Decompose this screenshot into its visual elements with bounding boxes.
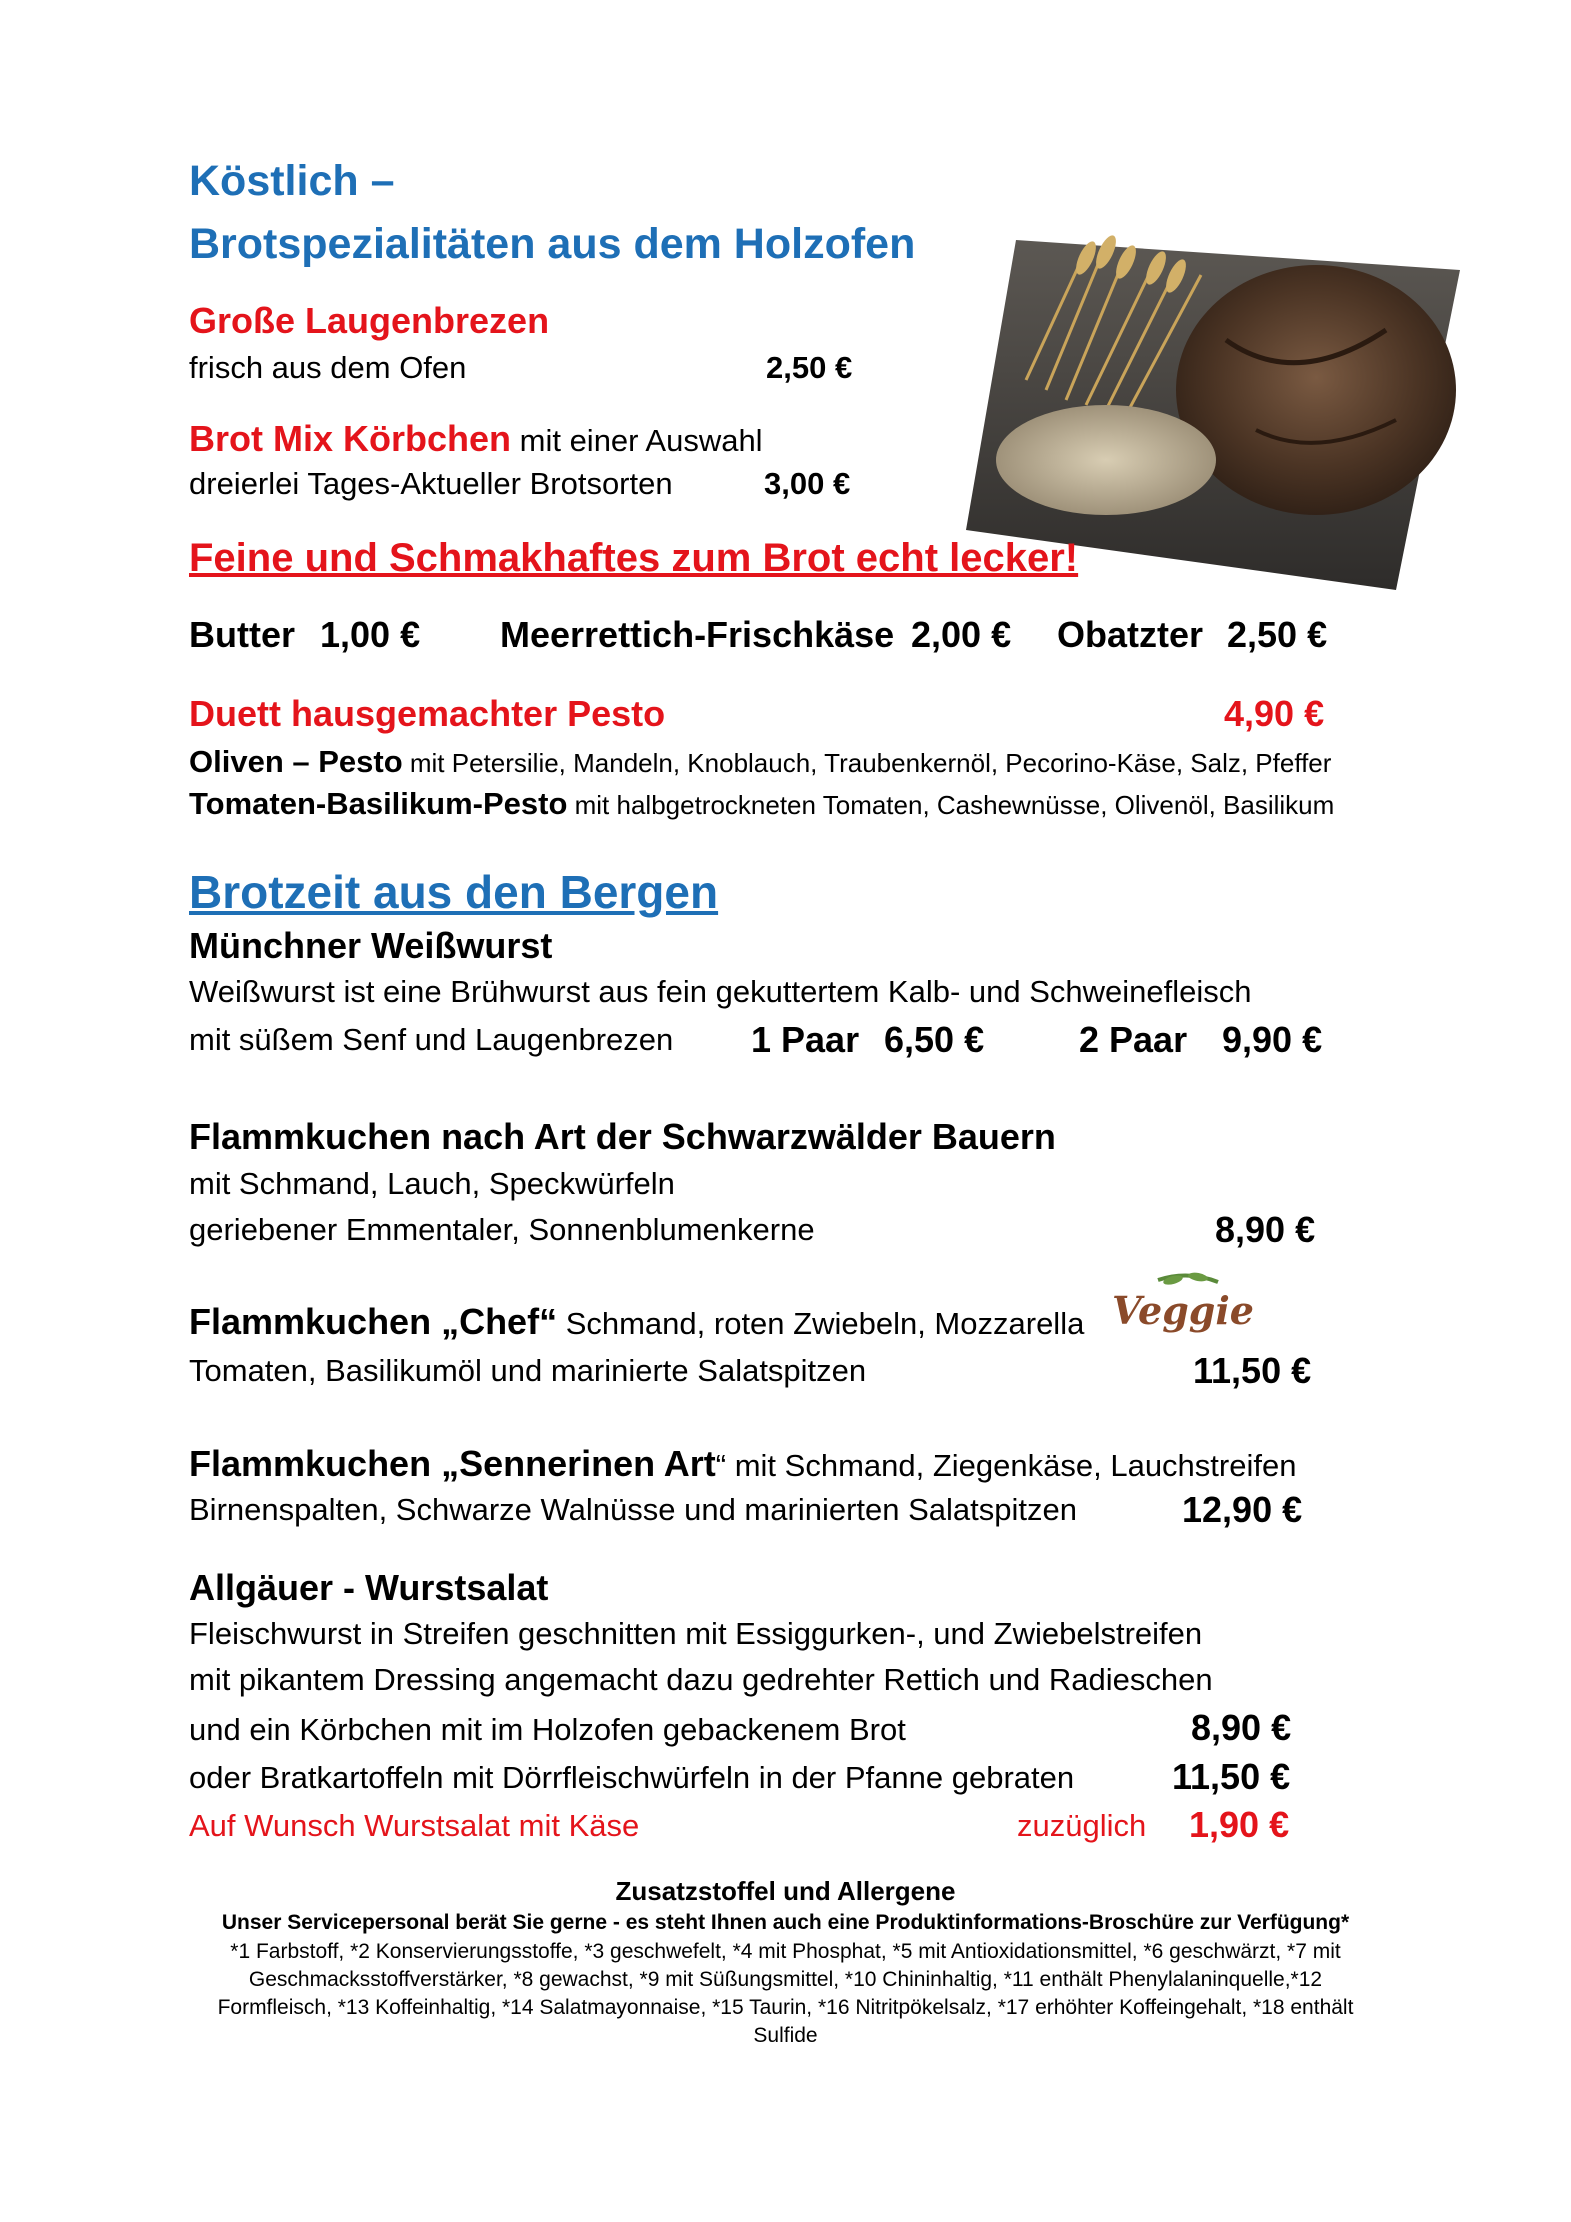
veggie-text: Veggie [1112, 1288, 1254, 1333]
pesto-tomaten-name: Tomaten-Basilikum-Pesto [189, 786, 568, 821]
footer-heading: Zusatzstoffel und Allergene [615, 1876, 956, 1906]
brotmix-price: 3,00 € [764, 466, 851, 501]
weisswurst-desc1: Weißwurst ist eine Brühwurst aus fein gekuttertem Kalb- und Schweinefleisch [189, 974, 1252, 1009]
brotmix-desc2: dreierlei Tages-Aktueller Brotsorten [189, 466, 673, 501]
pesto-oliven-desc: mit Petersilie, Mandeln, Knoblauch, Traubenkernöl, Pecorino-Käse, Salz, Pfeffer [402, 748, 1332, 778]
spread-obatzter: Obatzter [1057, 614, 1204, 655]
brotzeit-heading: Brotzeit aus den Bergen [189, 866, 719, 918]
flamm3-line1 [189, 1443, 1296, 1485]
spread-butter-price: 1,00 € [320, 614, 421, 655]
flamm1-desc2: geriebener Emmentaler, Sonnenblumenkerne [189, 1212, 815, 1247]
pesto-oliven-name: Oliven – Pesto [189, 744, 403, 779]
pesto-oliven [189, 744, 1331, 780]
brotmix-desc1: mit einer Auswahl [511, 423, 763, 458]
pesto-tomaten-desc: mit halbgetrockneten Tomaten, Cashewnüsse, Olivenöl, Basilikum [567, 790, 1335, 820]
weisswurst-name: Münchner Weißwurst [189, 925, 553, 966]
wurstsalat-desc1: Fleischwurst in Streifen geschnitten mit Essiggurken-, und Zwiebelstreifen [189, 1616, 1203, 1651]
spread-meerrettich-price: 2,00 € [911, 614, 1012, 655]
weisswurst-paar2-price: 9,90 € [1222, 1019, 1323, 1060]
wurstsalat-opt2: oder Bratkartoffeln mit Dörrfleischwürfeln in der Pfanne gebraten [189, 1760, 1075, 1795]
wurstsalat-opt1: und ein Körbchen mit im Holzofen gebackenem Brot [189, 1712, 906, 1747]
laugenbrezen-price: 2,50 € [766, 350, 853, 385]
flamm2-desc1: Schmand, roten Zwiebeln, Mozzarella [557, 1306, 1085, 1341]
weisswurst-paar2: 2 Paar [1079, 1019, 1188, 1060]
laugenbrezen-desc: frisch aus dem Ofen [189, 350, 467, 385]
flamm1-name: Flammkuchen nach Art der Schwarzwälder Bauern [189, 1116, 1056, 1157]
footer-service: Unser Servicepersonal berät Sie gerne - es steht Ihnen auch eine Produktinformations-Broschüre zur Verfügung* [221, 1911, 1350, 1934]
flamm2-line1 [189, 1301, 1084, 1343]
flamm1-price: 8,90 € [1215, 1209, 1316, 1250]
flamm2-name: Flammkuchen „Chef“ [189, 1301, 558, 1342]
wurstsalat-extra-price: 1,90 € [1189, 1804, 1290, 1845]
flamm3-name: Flammkuchen „Sennerinen Art [189, 1443, 716, 1484]
flamm3-desc1: mit Schmand, Ziegenkäse, Lauchstreifen [726, 1448, 1297, 1483]
weisswurst-paar1: 1 Paar [751, 1019, 860, 1060]
brotmix-name: Brot Mix Körbchen [189, 418, 512, 459]
footer-line2: Geschmacksstoffverstärker, *8 gewachst, *9 mit Süßungsmittel, *10 Chininhaltig, *11 enthält Phenylalaninquelle,*12 [248, 1968, 1323, 1991]
footer-line3: Formfleisch, *13 Koffeinhaltig, *14 Salatmayonnaise, *15 Taurin, *16 Nitritpökelsalz, *17 erhöhter Koffeingehalt, *18 enthält [217, 1996, 1354, 2019]
veggie-logo [1098, 1272, 1268, 1342]
footer-line1: *1 Farbstoff, *2 Konservierungsstoffe, *3 geschwefelt, *4 mit Phosphat, *5 mit Antioxidationsmittel, *6 geschwärzt, *7 mit [230, 1940, 1341, 1963]
title-line2: Brotspezialitäten aus dem Holzofen [189, 220, 916, 268]
brotmix-line1 [189, 418, 763, 460]
flamm1-desc1: mit Schmand, Lauch, Speckwürfeln [189, 1166, 675, 1201]
feine-heading: Feine und Schmakhaftes zum Brot echt lecker! [189, 536, 1079, 580]
spread-meerrettich: Meerrettich-Frischkäse [500, 614, 895, 655]
wurstsalat-extra: Auf Wunsch Wurstsalat mit Käse [189, 1808, 640, 1843]
spread-butter: Butter [189, 614, 295, 655]
title-line1: Köstlich – [189, 157, 395, 205]
flamm3-quote: “ [715, 1448, 727, 1483]
pesto-name: Duett hausgemachter Pesto [189, 693, 666, 734]
footer-line4: Sulfide [753, 2024, 818, 2047]
wurstsalat-desc2: mit pikantem Dressing angemacht dazu gedrehter Rettich und Radieschen [189, 1662, 1213, 1697]
wurstsalat-extra-label: zuzüglich [1017, 1808, 1147, 1843]
pesto-tomaten [189, 786, 1334, 822]
weisswurst-paar1-price: 6,50 € [884, 1019, 985, 1060]
flamm3-desc2: Birnenspalten, Schwarze Walnüsse und marinierten Salatspitzen [189, 1492, 1077, 1527]
wurstsalat-name: Allgäuer - Wurstsalat [189, 1567, 549, 1608]
weisswurst-desc2: mit süßem Senf und Laugenbrezen [189, 1022, 674, 1057]
wurstsalat-opt2-price: 11,50 € [1172, 1756, 1291, 1797]
spread-obatzter-price: 2,50 € [1227, 614, 1328, 655]
wurstsalat-opt1-price: 8,90 € [1191, 1707, 1292, 1748]
pesto-price: 4,90 € [1224, 693, 1325, 734]
laugenbrezen-name: Große Laugenbrezen [189, 300, 550, 341]
flamm2-price: 11,50 € [1193, 1350, 1312, 1391]
flamm3-price: 12,90 € [1182, 1489, 1303, 1530]
flamm2-desc2: Tomaten, Basilikumöl und marinierte Salatspitzen [189, 1353, 867, 1388]
